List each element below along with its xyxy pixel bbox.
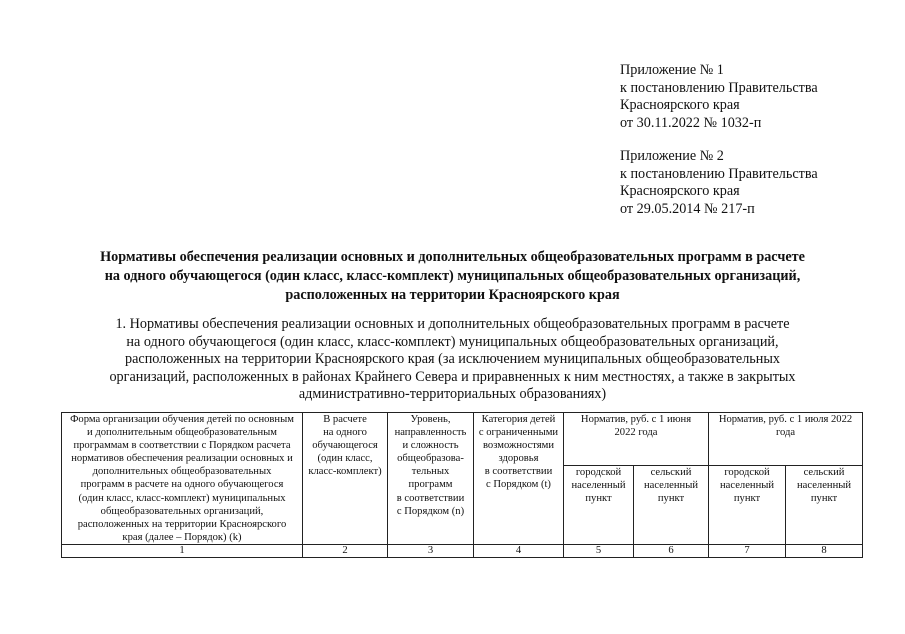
appendix-2-line: Приложение № 2 — [620, 148, 724, 164]
appendix-1-reference — [620, 62, 890, 132]
header-norm-july-2022: Норматив, руб. с 1 июля 2022 года — [709, 413, 863, 466]
title-line: Нормативы обеспечения реализации основных и дополнительных общеобразовательных программ в расчете — [100, 249, 805, 265]
appendix-1-line: от 30.11.2022 № 1032-п — [620, 114, 762, 131]
header-level: Уровень, направленность и сложность общеобразова- тельных программ в соответствии с Порядком (n) — [388, 413, 474, 545]
header-norm-june-2022: Норматив, руб. с 1 июня 2022 года — [564, 413, 709, 466]
title-line: расположенных на территории Красноярского края — [285, 287, 620, 303]
title-line: на одного обучающегося (один класс, класс-комплект) муниципальных общеобразовательных организаций, — [104, 268, 801, 284]
section-line: расположенных на территории Красноярского края (за исключением муниципальных общеобразовательных — [125, 351, 780, 367]
appendix-1-line: Красноярского края — [620, 97, 740, 113]
header-category: Категория детей с ограниченными возможностями здоровья в соответствии с Порядком (t) — [474, 413, 564, 545]
appendix-2-reference — [620, 148, 890, 218]
header-form: Форма организации обучения детей по основным и дополнительным общеобразовательным программам в соответствии с Порядком расчета нормативов обеспечения реализации основных и дополнительных общеобразовательных программ в расчете на одного обучающегося (один класс, класс-комплект) муниципальных общеобразовательных организаций, расположенных на территории Красноярского края (далее – Порядок) (k) — [62, 413, 303, 545]
section-line: административно-территориальных образованиях) — [298, 386, 607, 402]
section-line: 1. Нормативы обеспечения реализации основных и дополнительных общеобразовательных программ в расчете — [115, 316, 790, 332]
header-july-rural: сельский населенный пункт — [786, 466, 863, 545]
appendix-2-line: от 29.05.2014 № 217-п — [620, 200, 755, 217]
column-number: 1 — [62, 544, 303, 557]
column-number: 7 — [709, 544, 786, 557]
appendix-2-line: к постановлению Правительства — [620, 165, 818, 182]
column-number: 2 — [303, 544, 388, 557]
norms-table — [61, 412, 863, 558]
header-per-unit: В расчете на одного обучающегося (один класс, класс-комплект) — [303, 413, 388, 545]
document-title — [40, 248, 865, 305]
appendix-1-line: Приложение № 1 — [620, 62, 724, 78]
column-number: 6 — [634, 544, 709, 557]
column-number: 5 — [564, 544, 634, 557]
section-line: на одного обучающегося (один класс, класс-комплект) муниципальных общеобразовательных организаций, — [126, 333, 779, 350]
appendix-2-line: Красноярского края — [620, 183, 740, 199]
column-number: 3 — [388, 544, 474, 557]
section-1-heading — [40, 316, 865, 404]
column-number: 8 — [786, 544, 863, 557]
section-line: организаций, расположенных в районах Крайнего Севера и приравненных к ним местностях, а также в закрытых — [109, 368, 796, 385]
column-number: 4 — [474, 544, 564, 557]
appendix-1-line: к постановлению Правительства — [620, 79, 818, 96]
header-june-rural: сельский населенный пункт — [634, 466, 709, 545]
header-june-urban: городской населенный пункт — [564, 466, 634, 545]
header-july-urban: городской населенный пункт — [709, 466, 786, 545]
